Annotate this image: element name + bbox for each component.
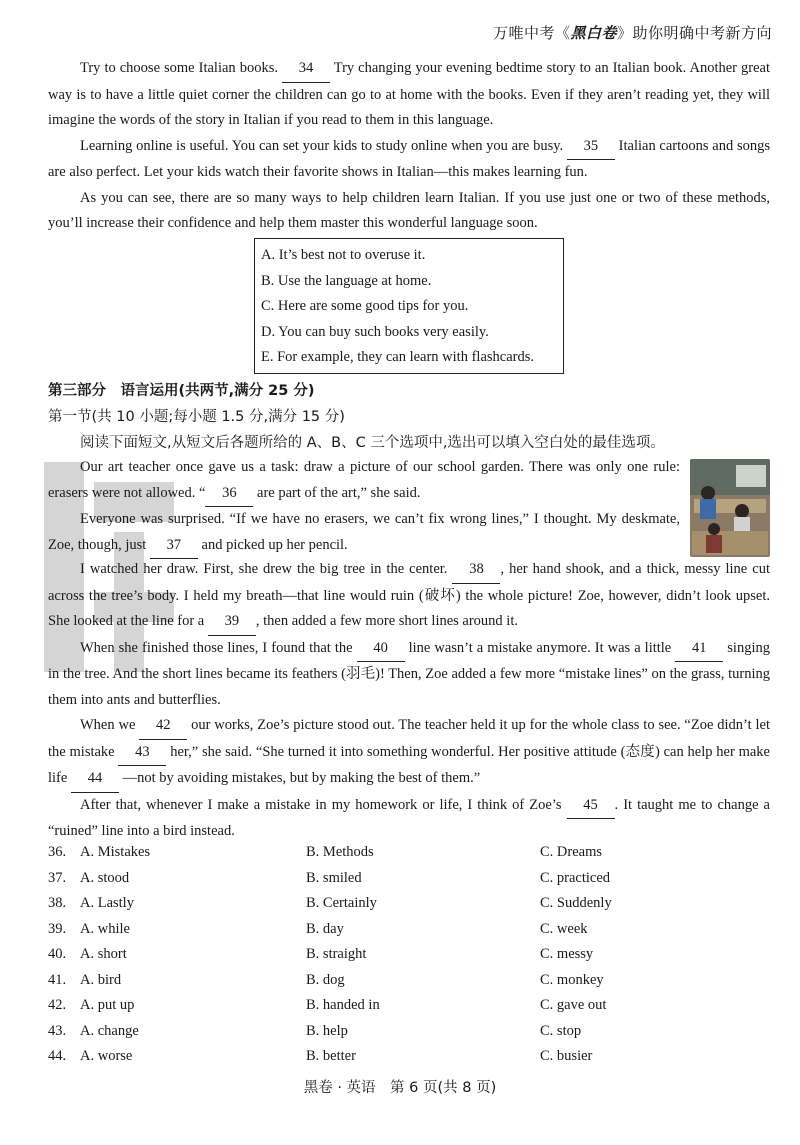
passage-top-p2: Learning online is useful. You can set your kids to study online when you are busy. 35 Italian cartoons and songs are also perfect. Let your kids watch their favorite shows in Italian—this makes learning fun. — [48, 134, 770, 186]
choice-b[interactable]: B. help — [306, 1022, 348, 1039]
blank-35[interactable]: 35 — [567, 134, 615, 161]
choice-a[interactable]: A. bird — [80, 971, 122, 988]
option-a: A. It’s best not to overuse it. — [261, 247, 426, 263]
choice-c[interactable]: C. Suddenly — [540, 895, 612, 911]
choice-row: 41. A. bird B. dog C. monkey — [48, 968, 770, 994]
choice-c[interactable]: C. week — [540, 920, 588, 937]
option-c: C. Here are some good tips for you. — [261, 298, 469, 314]
choice-c[interactable]: C. gave out — [540, 997, 607, 1013]
choice-list — [48, 840, 770, 1070]
option-box — [254, 238, 564, 374]
choice-c[interactable]: C. messy — [540, 946, 594, 962]
blank-43[interactable]: 43 — [118, 740, 166, 767]
blank-40[interactable]: 40 — [357, 636, 405, 663]
choice-c[interactable]: C. busier — [540, 1048, 593, 1064]
option-e: E. For example, they can learn with flashcards. — [261, 349, 534, 365]
choice-b[interactable]: B. dog — [306, 971, 345, 988]
choice-c[interactable]: C. monkey — [540, 971, 604, 988]
blank-45[interactable]: 45 — [567, 793, 615, 820]
blank-41[interactable]: 41 — [675, 636, 723, 663]
choice-c[interactable]: C. practiced — [540, 869, 611, 886]
blank-37[interactable]: 37 — [150, 533, 198, 560]
choice-a[interactable]: A. worse — [80, 1048, 133, 1064]
cloze-p4: When she finished those lines, I found that the 40 line wasn’t a mistake anymore. It was a little 41 singing in the tree. And the short lines became its feathers (羽毛)! Then, Zoe added a few more “mistake lines” on the grass, turning them into ants and butterflies. — [48, 636, 770, 714]
choice-a[interactable]: A. short — [80, 946, 127, 962]
page-header — [493, 22, 772, 43]
choice-row: 37. A. stood B. smiled C. practiced — [48, 866, 770, 892]
choice-a[interactable]: A. put up — [80, 997, 135, 1013]
blank-36[interactable]: 36 — [205, 481, 253, 508]
blank-39[interactable]: 39 — [208, 609, 256, 636]
cloze-p5: When we 42 our works, Zoe’s picture stood out. The teacher held it up for the whole class to see. “Zoe didn’t let the mistake 43 her,” she said. “She turned it into something wonderful. Her positive attitude (态度) can help her make life 44 —not by avoiding mistakes, but by making the best of them.” — [48, 713, 770, 793]
choice-c[interactable]: C. stop — [540, 1022, 582, 1039]
choice-row: 39. A. while B. day C. week — [48, 917, 770, 943]
passage-top — [48, 56, 770, 237]
page-footer: 黑卷 · 英语 第 6 页(共 8 页) — [303, 1080, 497, 1096]
passage-cloze-head — [48, 455, 680, 559]
choice-a[interactable]: A. while — [80, 920, 130, 937]
classroom-photo — [690, 459, 770, 557]
header-prefix: 万唯中考《 — [492, 24, 571, 42]
blank-38[interactable]: 38 — [452, 557, 500, 584]
choice-row: 40. A. short B. straight C. messy — [48, 942, 770, 968]
choice-row: 38. A. Lastly B. Certainly C. Suddenly — [48, 891, 770, 917]
choice-b[interactable]: B. Certainly — [306, 895, 377, 911]
cloze-p6: After that, whenever I make a mistake in my homework or life, I think of Zoe’s 45 . It taught me to change a “ruined” line into a bird instead. — [48, 793, 770, 845]
choice-b[interactable]: B. day — [306, 920, 344, 937]
part-title: 第三部分 语言运用(共两节,满分 25 分) — [48, 383, 315, 399]
blank-34[interactable]: 34 — [282, 56, 330, 83]
cloze-p2: Everyone was surprised. “If we have no erasers, we can’t fix wrong lines,” I thought. My deskmate, Zoe, though, just 37 and picked up her pencil. — [48, 507, 680, 559]
choice-a[interactable]: A. Lastly — [80, 895, 134, 911]
passage-cloze-body — [48, 557, 770, 845]
choice-row: 42. A. put up B. handed in C. gave out — [48, 993, 770, 1019]
choice-b[interactable]: B. Methods — [306, 844, 374, 860]
header-suffix: 》助你明确中考新方向 — [616, 24, 772, 42]
choice-c[interactable]: C. Dreams — [540, 844, 603, 860]
choice-row: 43. A. change B. help C. stop — [48, 1019, 770, 1045]
choice-a[interactable]: A. stood — [80, 869, 130, 886]
choice-b[interactable]: B. smiled — [306, 869, 362, 886]
cloze-p1: Our art teacher once gave us a task: draw a picture of our school garden. There was only one rule: erasers were not allowed. “ 36 are part of the art,” she said. — [48, 455, 680, 507]
choice-a[interactable]: A. change — [80, 1022, 139, 1039]
header-brand: 黑白卷 — [570, 24, 617, 42]
passage-top-p1: Try to choose some Italian books. 34 Try changing your evening bedtime story to an Italian book. Another great way is to have a little quiet corner the children can go to at home with the books. Even if they aren’t reading yet, they will imagine the words of the story in Italian if you read to them in this language. — [48, 56, 770, 134]
choice-b[interactable]: B. straight — [306, 946, 367, 962]
choice-b[interactable]: B. handed in — [306, 997, 380, 1013]
blank-44[interactable]: 44 — [71, 766, 119, 793]
passage-top-p3: As you can see, there are so many ways to help children learn Italian. If you use just one or two of these methods, you’ll increase their confidence and help them master this wonderful language soon. — [48, 189, 770, 231]
choice-a[interactable]: A. Mistakes — [80, 844, 151, 860]
blank-42[interactable]: 42 — [139, 713, 187, 740]
instruction: 阅读下面短文,从短文后各题所给的 A、B、C 三个选项中,选出可以填入空白处的最佳选项。 — [80, 435, 665, 451]
choice-row: 44. A. worse B. better C. busier — [48, 1044, 770, 1070]
choice-row: 36. A. Mistakes B. Methods C. Dreams — [48, 840, 770, 866]
choice-b[interactable]: B. better — [306, 1048, 356, 1064]
option-b: B. Use the language at home. — [261, 272, 432, 289]
subsection-title: 第一节(共 10 小题;每小题 1.5 分,满分 15 分) — [48, 409, 345, 425]
option-d: D. You can buy such books very easily. — [261, 323, 489, 340]
cloze-p3: I watched her draw. First, she drew the big tree in the center. 38 , her hand shook, and a thick, messy line cut across the tree’s body. I held my breath—that line would ruin (破坏) the whole picture! Zoe, however, didn’t look upset. She looked at the line for a 39 , then added a few more short lines around it. — [48, 557, 770, 636]
